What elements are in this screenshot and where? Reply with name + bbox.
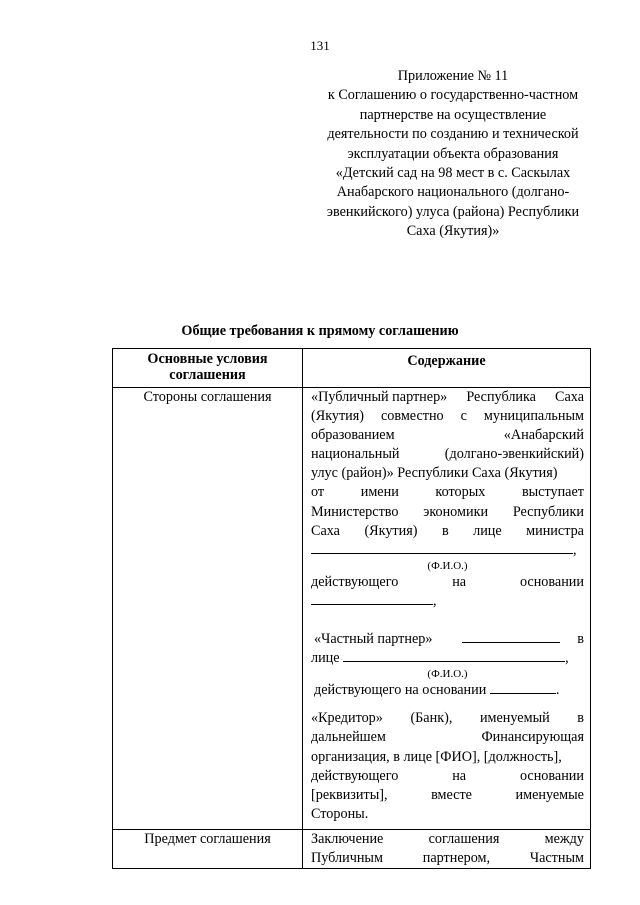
text-line: улус (район)» Республики Саха (Якутия) bbox=[311, 465, 558, 482]
row-label-parties: Стороны соглашения bbox=[143, 389, 272, 405]
text-line: [реквизиты], вместе именуемые bbox=[311, 786, 584, 803]
appendix-header bbox=[305, 67, 601, 242]
appendix-line: эксплуатации объекта образования bbox=[347, 145, 559, 162]
text-line: «Кредитор» (Банк), именуемый в bbox=[311, 710, 584, 727]
table-row bbox=[113, 829, 591, 868]
table-row bbox=[113, 388, 591, 830]
text-line: организация, в лице [ФИО], [должность], bbox=[311, 748, 562, 765]
public-partner-text bbox=[311, 388, 584, 541]
private-basis-line: действующего на основании . bbox=[314, 682, 560, 699]
private-face-line: лице , bbox=[311, 650, 569, 667]
appendix-line: эвенкийского) улуса (района) Республики bbox=[326, 203, 580, 220]
subject-content bbox=[303, 830, 590, 868]
text-line: Саха (Якутия) в лице министра bbox=[311, 522, 584, 539]
creditor-text bbox=[311, 709, 584, 824]
blank-line bbox=[462, 630, 560, 643]
parties-content bbox=[303, 388, 590, 829]
public-basis-blank: , bbox=[311, 592, 584, 611]
text-line: Заключение соглашения между bbox=[311, 830, 584, 847]
blank-line bbox=[311, 592, 433, 605]
text-line: действующего на основании bbox=[311, 767, 584, 784]
blank-line bbox=[311, 541, 573, 554]
fio-hint: (Ф.И.О.) bbox=[427, 559, 468, 572]
document-title: Общие требования к прямому соглашению bbox=[181, 323, 459, 339]
requirements-table bbox=[112, 348, 591, 869]
blank-line bbox=[343, 649, 565, 662]
appendix-line: Приложение № 11 bbox=[397, 68, 509, 84]
text-line: (Якутия) совместно с муниципальным bbox=[311, 408, 584, 425]
appendix-line: партнерстве на осуществление bbox=[359, 106, 547, 123]
appendix-line: Саха (Якутия)» bbox=[406, 223, 500, 240]
appendix-line: Анабарского национального (долгано- bbox=[336, 184, 570, 201]
blank-line bbox=[490, 681, 556, 694]
text-line: дальнейшем Финансирующая bbox=[311, 729, 584, 746]
text-line: национальный (долгано-эвенкийский) bbox=[311, 446, 584, 463]
private-partner-line: «Частный партнер» в bbox=[314, 631, 584, 648]
header-conditions: Основные условия соглашения bbox=[147, 351, 268, 383]
appendix-line: к Соглашению о государственно-частном bbox=[327, 87, 579, 104]
text-line: Публичным партнером, Частным bbox=[311, 849, 584, 866]
text-line: Министерство экономики Республики bbox=[311, 503, 584, 520]
private-fio-hint: (Ф.И.О.) bbox=[427, 668, 468, 681]
fio-signature-line: , bbox=[311, 541, 584, 560]
text-line: образованием «Анабарский bbox=[311, 427, 584, 444]
page-number: 131 bbox=[310, 38, 330, 53]
text-line: «Публичный партнер» Республика Саха bbox=[311, 389, 584, 405]
appendix-line: «Детский сад на 98 мест в с. Саскылах bbox=[335, 165, 571, 182]
text-line: Стороны. bbox=[311, 805, 369, 822]
appendix-line: деятельности по созданию и технической bbox=[327, 126, 579, 143]
header-content: Содержание bbox=[407, 353, 486, 369]
row-label-subject: Предмет соглашения bbox=[144, 830, 271, 847]
public-basis-line: действующего на основании bbox=[311, 573, 584, 590]
text-line: от имени которых выступает bbox=[311, 484, 584, 501]
table-header-row bbox=[113, 349, 591, 388]
